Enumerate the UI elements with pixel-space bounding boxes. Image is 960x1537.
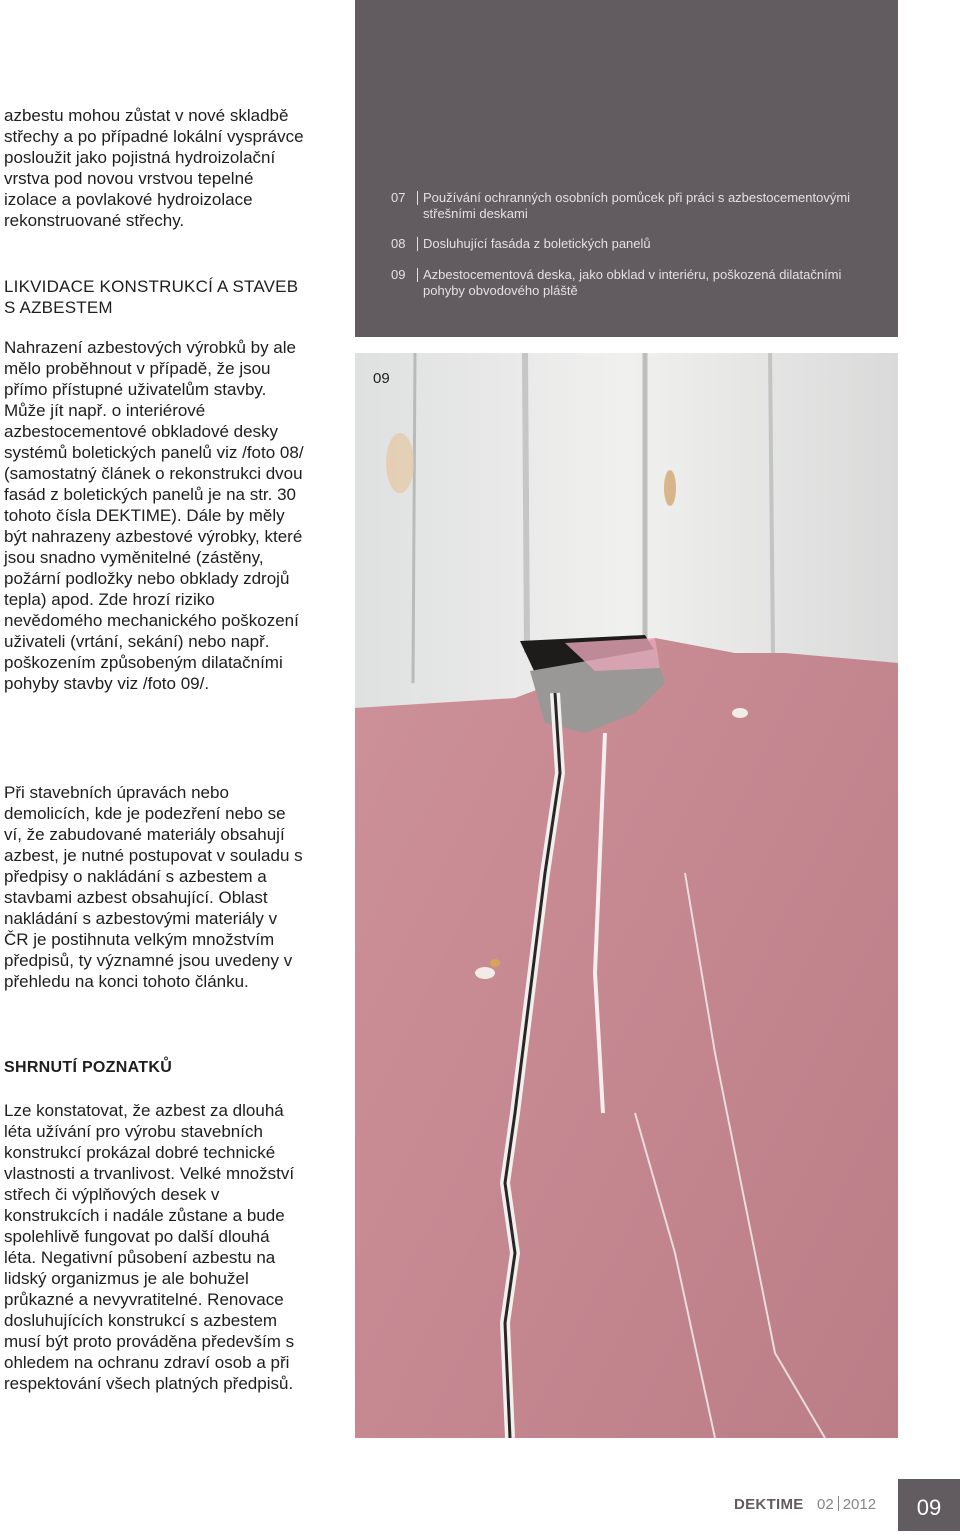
caption-07 [391,190,861,222]
caption-08 [391,236,861,252]
caption-box [355,0,898,337]
summary-paragraph: Lze konstatovat, že azbest za dlouhá léta užívání pro výrobu stavebních konstrukcí prokázal dobré technické vlastnosti a trvanlivost. Velké množství střech či výplňových desek v konstrukcích i nadále zůstane a bude spolehlivě fungovat po další dlouhá léta. Negativní působení azbestu na lidský organizmus je ale bohužel průkazné a nevyvratitelné. Renovace dosluhujících konstrukcí s azbestem musí být proto prováděna především s ohledem na ochranu zdraví osob a při respektování všech platných předpisů. [4,1101,295,1393]
footer-brand: DEKTIME [734,1496,804,1513]
photo-label: 09 [373,370,390,387]
issue-divider [838,1496,839,1511]
caption-text: Používání ochranných osobních pomůcek při práci s azbestocementovými střešními deskami [423,190,851,221]
intro-paragraph: azbestu mohou zůstat v nové skladbě střechy a po případné lokální vysprávce posloužit jako pojistná hydroizolační vrstva pod novou vrstvou tepelné izolace a povlakové hydroizolace rekonstruované střechy. [4,106,304,230]
paragraph-replacement: Nahrazení azbestových výrobků by ale mělo proběhnout v případě, že jsou přímo přístupné uživatelům stavby. Může jít např. o interiérové azbestocementové obkladové desky systémů boletických panelů viz /foto 08/ (samostatný článek o rekonstrukci dvou fasád z boletických panelů je na str. 30 tohoto čísla DEKTIME). Dále by měly být nahrazeny azbestové výrobky, které jsou snadno vyměnitelné (zástěny, požární podložky nebo obklady zdrojů tepla) apod. Zde hrozí riziko nevědomého mechanického poškození uživateli (vrtání, sekání) nebo např. poškozením způsobeným dilatačními pohyby stavby viz /foto 09/. [4,338,304,693]
caption-number: 08 [391,237,418,251]
caption-number: 09 [391,268,418,282]
section-heading: LIKVIDACE KONSTRUKCÍ A STAVEB S AZBESTEM [4,277,299,317]
caption-text: Dosluhující fasáda z boletických panelů [423,236,651,251]
caption-09 [391,267,861,299]
issue-number: 02 [817,1496,834,1513]
photo-damaged-cladding [355,353,898,1438]
caption-number: 07 [391,191,418,205]
summary-heading: SHRNUTÍ POZNATKŮ [4,1059,173,1076]
page-number: 09 [898,1479,960,1531]
footer-issue [817,1496,876,1513]
caption-text: Azbestocementová deska, jako obklad v interiéru, poškozená dilatačními pohyby obvodového pláště [423,267,842,298]
paragraph-regulations: Při stavebních úpravách nebo demolicích, kde je podezření nebo se ví, že zabudované materiály obsahují azbest, je nutné postupovat v souladu s předpisy o nakládání s azbestem a stavbami azbest obsahující. Oblast nakládání s azbestovými materiály v ČR je postihnuta velkým množstvím předpisů, ty významné jsou uvedeny v přehledu na konci tohoto článku. [4,783,303,991]
issue-year: 2012 [842,1496,877,1513]
